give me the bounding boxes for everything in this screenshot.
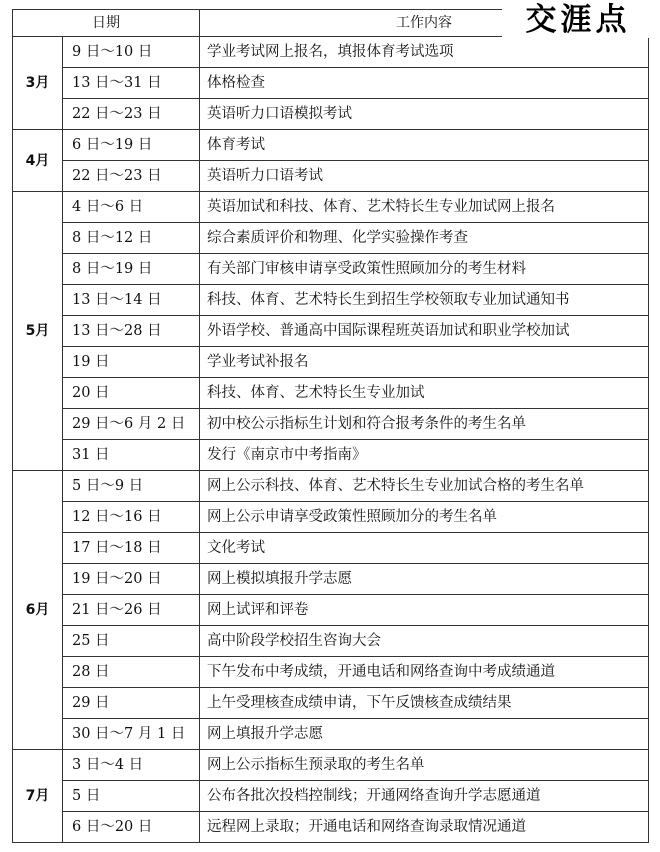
task-cell: 高中阶段学校招生咨询大会 [200,626,649,657]
date-cell: 8 日～12 日 [63,223,200,254]
date-column-header: 日期 [13,10,200,37]
task-cell: 网上模拟填报升学志愿 [200,564,649,595]
table-row [13,440,649,471]
table-row [13,595,649,626]
table-row [13,564,649,595]
task-cell: 有关部门审核申请享受政策性照顾加分的考生材料 [200,254,649,285]
task-cell: 体育考试 [200,130,649,161]
date-cell: 29 日～6 月 2 日 [63,409,200,440]
task-cell: 学业考试补报名 [200,347,649,378]
task-cell: 上午受理核查成绩申请，下午反馈核查成绩结果 [200,688,649,719]
task-cell: 发行《南京市中考指南》 [200,440,649,471]
date-cell: 5 日～9 日 [63,471,200,502]
task-cell: 科技、体育、艺术特长生专业加试 [200,378,649,409]
table-row [13,719,649,750]
table-row [13,347,649,378]
table-row [13,285,649,316]
date-cell: 31 日 [63,440,200,471]
task-cell: 网上试评和评卷 [200,595,649,626]
month-cell: 5月 [13,192,63,471]
date-cell: 6 日～19 日 [63,130,200,161]
task-cell: 综合素质评价和物理、化学实验操作考查 [200,223,649,254]
table-row [13,161,649,192]
month-cell: 6月 [13,471,63,750]
date-cell: 8 日～19 日 [63,254,200,285]
date-cell: 4 日～6 日 [63,192,200,223]
table-row [13,378,649,409]
date-cell: 5 日 [63,781,200,812]
task-cell: 网上公示科技、体育、艺术特长生专业加试合格的考生名单 [200,471,649,502]
month-cell: 3月 [13,37,63,130]
table-row [13,99,649,130]
table-row [13,781,649,812]
date-cell: 3 日～4 日 [63,750,200,781]
date-cell: 19 日 [63,347,200,378]
task-cell: 网上公示指标生预录取的考生名单 [200,750,649,781]
date-cell: 28 日 [63,657,200,688]
date-cell: 22 日～23 日 [63,99,200,130]
task-cell: 英语加试和科技、体育、艺术特长生专业加试网上报名 [200,192,649,223]
date-cell: 13 日～28 日 [63,316,200,347]
schedule-sheet [12,9,648,843]
table-row [13,316,649,347]
date-cell: 12 日～16 日 [63,502,200,533]
schedule-table [12,9,649,843]
table-row [13,626,649,657]
table-row [13,254,649,285]
table-row [13,471,649,502]
task-cell: 体格检查 [200,68,649,99]
table-row [13,502,649,533]
date-cell: 21 日～26 日 [63,595,200,626]
table-row [13,192,649,223]
task-cell: 外语学校、普通高中国际课程班英语加试和职业学校加试 [200,316,649,347]
date-cell: 29 日 [63,688,200,719]
date-cell: 19 日～20 日 [63,564,200,595]
date-cell: 13 日～31 日 [63,68,200,99]
task-cell: 网上公示申请享受政策性照顾加分的考生名单 [200,502,649,533]
date-cell: 22 日～23 日 [63,161,200,192]
month-cell: 7月 [13,750,63,843]
task-cell: 英语听力口语模拟考试 [200,99,649,130]
task-cell: 初中校公示指标生计划和符合报考条件的考生名单 [200,409,649,440]
table-row [13,68,649,99]
task-cell: 公布各批次投档控制线；开通网络查询升学志愿通道 [200,781,649,812]
task-cell: 学业考试网上报名，填报体育考试选项 [200,37,649,68]
date-cell: 17 日～18 日 [63,533,200,564]
table-row [13,409,649,440]
task-cell: 远程网上录取；开通电话和网络查询录取情况通道 [200,812,649,843]
date-cell: 30 日～7 月 1 日 [63,719,200,750]
task-cell: 英语听力口语考试 [200,161,649,192]
task-cell: 下午发布中考成绩，开通电话和网络查询中考成绩通道 [200,657,649,688]
task-cell: 网上填报升学志愿 [200,719,649,750]
table-row [13,657,649,688]
date-cell: 25 日 [63,626,200,657]
table-row [13,130,649,161]
date-cell: 20 日 [63,378,200,409]
table-row [13,812,649,843]
date-cell: 9 日～10 日 [63,37,200,68]
table-row [13,533,649,564]
date-cell: 6 日～20 日 [63,812,200,843]
schedule-body [13,37,649,843]
watermark-logo: 交涯点 [502,2,654,38]
content-column-header: 工作内容 [200,10,649,37]
table-row [13,37,649,68]
table-row [13,688,649,719]
table-row [13,750,649,781]
task-cell: 文化考试 [200,533,649,564]
date-cell: 13 日～14 日 [63,285,200,316]
task-cell: 科技、体育、艺术特长生到招生学校领取专业加试通知书 [200,285,649,316]
table-row [13,223,649,254]
month-cell: 4月 [13,130,63,192]
